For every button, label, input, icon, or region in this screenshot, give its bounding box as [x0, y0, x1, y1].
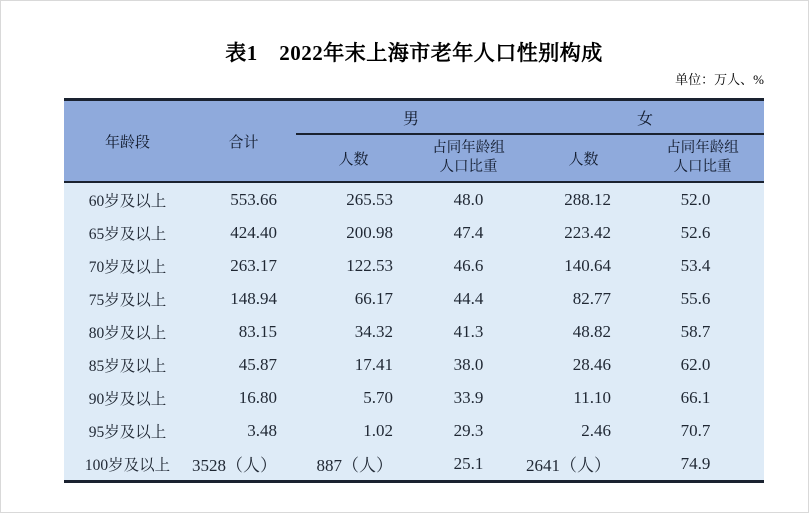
- cell-total: 45.87: [191, 348, 296, 381]
- table-title: 表1 2022年末上海市老年人口性别构成: [225, 41, 603, 65]
- cell-age-group: 65岁及以上: [64, 216, 191, 249]
- cell-age-group: 60岁及以上: [64, 182, 191, 216]
- cell-total: 148.94: [191, 282, 296, 315]
- table-row: [64, 249, 764, 282]
- cell-female-count: 48.82: [526, 315, 641, 348]
- cell-male-count: 200.98: [296, 216, 411, 249]
- cell-age-group: 95岁及以上: [64, 414, 191, 447]
- cell-female-count: 288.12: [526, 182, 641, 216]
- cell-male-share: 33.9: [411, 381, 526, 414]
- cell-male-share: 46.6: [411, 249, 526, 282]
- cell-total: 263.17: [191, 249, 296, 282]
- cell-male-share: 44.4: [411, 282, 526, 315]
- header-male-share-line2: 人口比重: [439, 159, 498, 175]
- cell-female-share: 52.6: [641, 216, 764, 249]
- cell-female-count: 82.77: [526, 282, 641, 315]
- cell-total: 16.80: [191, 381, 296, 414]
- cell-total: 3528（人）: [191, 447, 296, 482]
- population-table: [64, 98, 764, 483]
- header-male: 男: [296, 100, 526, 135]
- cell-female-count: 28.46: [526, 348, 641, 381]
- table-row: [64, 414, 764, 447]
- cell-age-group: 80岁及以上: [64, 315, 191, 348]
- unit-label: 单位：万人、%: [675, 72, 764, 87]
- cell-age-group: 85岁及以上: [64, 348, 191, 381]
- cell-male-share: 29.3: [411, 414, 526, 447]
- cell-male-share: 41.3: [411, 315, 526, 348]
- cell-male-count: 34.32: [296, 315, 411, 348]
- cell-male-count: 887（人）: [296, 447, 411, 482]
- table-row: [64, 216, 764, 249]
- cell-male-share: 38.0: [411, 348, 526, 381]
- cell-male-share: 48.0: [411, 182, 526, 216]
- cell-male-count: 66.17: [296, 282, 411, 315]
- cell-male-count: 17.41: [296, 348, 411, 381]
- table-row: [64, 447, 764, 482]
- header-total: 合计: [191, 100, 296, 183]
- table-body: [64, 182, 764, 482]
- header-female-count: 人数: [526, 134, 641, 182]
- header-male-share: [411, 134, 526, 182]
- header-age-group: 年龄段: [64, 100, 191, 183]
- cell-male-count: 5.70: [296, 381, 411, 414]
- cell-female-count: 2.46: [526, 414, 641, 447]
- cell-age-group: 100岁及以上: [64, 447, 191, 482]
- table-row: [64, 381, 764, 414]
- cell-male-count: 122.53: [296, 249, 411, 282]
- header-female-share-line2: 人口比重: [673, 159, 732, 175]
- cell-female-count: 223.42: [526, 216, 641, 249]
- cell-female-count: 140.64: [526, 249, 641, 282]
- cell-total: 553.66: [191, 182, 296, 216]
- cell-female-share: 70.7: [641, 414, 764, 447]
- cell-female-count: 11.10: [526, 381, 641, 414]
- header-female: 女: [526, 100, 764, 135]
- cell-age-group: 70岁及以上: [64, 249, 191, 282]
- cell-total: 424.40: [191, 216, 296, 249]
- table-row: [64, 315, 764, 348]
- header-male-share-line1: 占同年龄组: [432, 140, 505, 157]
- cell-female-share: 53.4: [641, 249, 764, 282]
- cell-female-share: 55.6: [641, 282, 764, 315]
- cell-male-share: 47.4: [411, 216, 526, 249]
- cell-female-share: 52.0: [641, 182, 764, 216]
- cell-male-count: 1.02: [296, 414, 411, 447]
- cell-total: 83.15: [191, 315, 296, 348]
- cell-female-share: 66.1: [641, 381, 764, 414]
- cell-age-group: 90岁及以上: [64, 381, 191, 414]
- cell-male-share: 25.1: [411, 447, 526, 482]
- population-table-wrap: [64, 98, 764, 483]
- cell-female-share: 62.0: [641, 348, 764, 381]
- header-female-share-line1: 占同年龄组: [666, 140, 739, 157]
- table-row: [64, 182, 764, 216]
- cell-female-count: 2641（人）: [526, 447, 641, 482]
- header-male-count: 人数: [296, 134, 411, 182]
- cell-total: 3.48: [191, 414, 296, 447]
- cell-male-count: 265.53: [296, 182, 411, 216]
- table-row: [64, 282, 764, 315]
- cell-female-share: 58.7: [641, 315, 764, 348]
- header-female-share: [641, 134, 764, 182]
- table-header: [64, 100, 764, 183]
- table-row: [64, 348, 764, 381]
- cell-age-group: 75岁及以上: [64, 282, 191, 315]
- cell-female-share: 74.9: [641, 447, 764, 482]
